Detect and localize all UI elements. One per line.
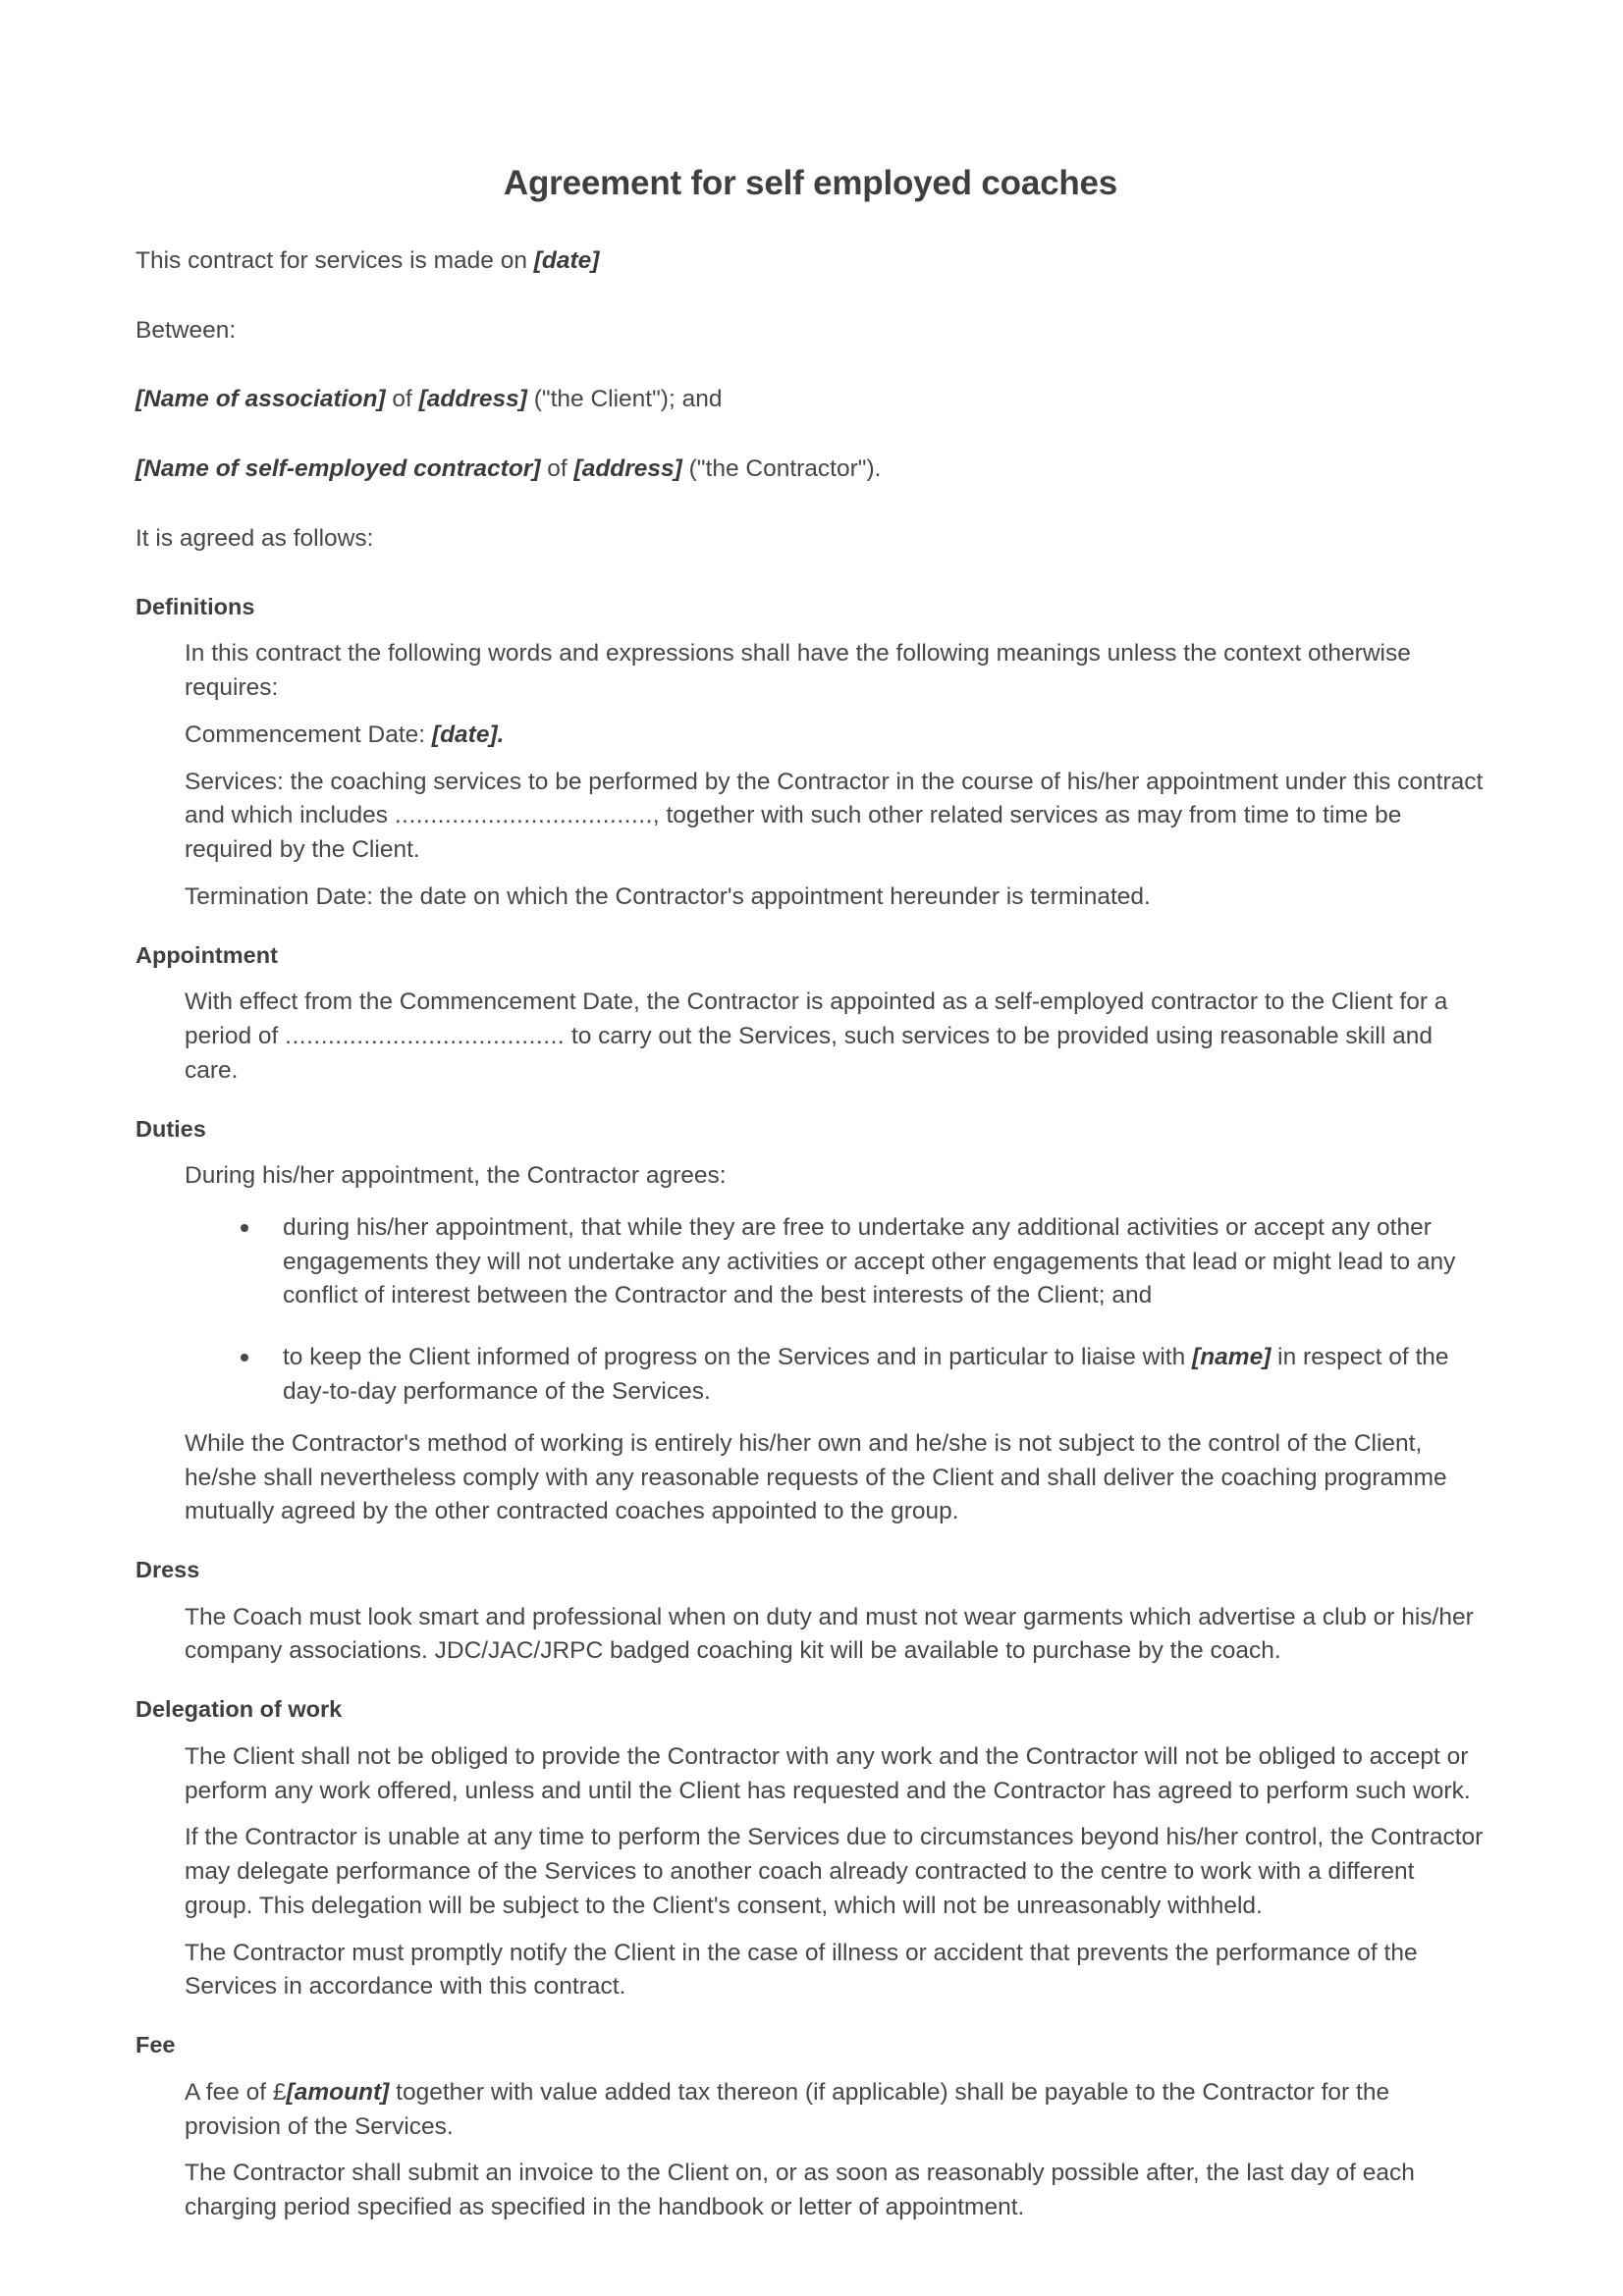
contractor-party-paragraph bbox=[135, 453, 1486, 487]
duties-bullet-2-pre: to keep the Client informed of progress on the Services and in particular to liaise with bbox=[283, 1344, 1193, 1371]
services-definition-pre: Services: the coaching services to be performed by the Contractor in the course of his/her appointment under this contract and which includes bbox=[185, 768, 1484, 829]
termination-date-paragraph: Termination Date: the date on which the Contractor's appointment hereunder is terminated. bbox=[185, 882, 1151, 910]
section-heading-fee: Fee bbox=[135, 2032, 176, 2058]
section-heading-duties: Duties bbox=[135, 1115, 206, 1142]
section-definitions bbox=[135, 592, 1486, 915]
client-party-paragraph bbox=[135, 383, 1486, 417]
dress-paragraph: The Coach must look smart and professional when on duty and must not wear garments which advertise a club or his/her company associations. JDC/JAC/JRPC badged coaching kit will be available to purchase by the coach. bbox=[185, 1603, 1474, 1665]
association-name-placeholder: [Name of association] bbox=[135, 386, 386, 413]
made-on-prefix: This contract for services is made on bbox=[135, 246, 534, 274]
fee-paragraph-1 bbox=[135, 2076, 1486, 2145]
between-label: Between: bbox=[135, 316, 237, 344]
section-heading-definitions: Definitions bbox=[135, 593, 255, 619]
agreed-as-follows-line: It is agreed as follows: bbox=[135, 524, 374, 552]
section-dress bbox=[135, 1555, 1486, 1669]
services-fill-in-blank: .................................... bbox=[394, 802, 653, 829]
appointment-paragraph bbox=[135, 986, 1486, 1088]
section-delegation-of-work bbox=[135, 1694, 1486, 2004]
section-heading-dress: Dress bbox=[135, 1557, 200, 1583]
section-duties bbox=[135, 1114, 1486, 1530]
made-on-paragraph bbox=[135, 244, 1486, 279]
duties-bullet-2-post: in respect of the day-to-day performance of the Services. bbox=[283, 1344, 1449, 1406]
commencement-date-label: Commencement Date: bbox=[185, 721, 432, 748]
definitions-intro-paragraph: In this contract the following words and expressions shall have the following meanings unless the context otherwise requires: bbox=[185, 640, 1411, 701]
delegation-paragraph-2: If the Contractor is unable at any time to perform the Services due to circumstances beyond his/her control, the Contractor may delegate performance of the Services to another coach already contracted to the centre to work with a different group. This delegation will be subject to the Client's consent, which will not be unreasonably withheld. bbox=[185, 1824, 1484, 1919]
amount-placeholder: [amount] bbox=[286, 2078, 390, 2106]
services-definition-post: , together with such other related services as may from time to time be required by the Client. bbox=[185, 802, 1402, 864]
fee-paragraph-2: The Contractor shall submit an invoice to the Client on, or as soon as reasonably possible after, the last day of each charging period specified as specified in the handbook or letter of appointment. bbox=[185, 2160, 1415, 2221]
bullet-dot-icon bbox=[241, 1224, 248, 1232]
fee-post: together with value added tax thereon (if applicable) shall be payable to the Contractor for the provision of the Services. bbox=[185, 2078, 1390, 2140]
delegation-paragraph-1: The Client shall not be obliged to provide the Contractor with any work and the Contractor will not be obliged to accept or perform any work offered, unless and until the Client has requested and the Contractor has agreed to perform such work. bbox=[185, 1742, 1471, 1804]
section-fee bbox=[135, 2030, 1486, 2225]
appointment-fill-in-blank: ....................................... bbox=[285, 1023, 566, 1049]
client-address-placeholder: [address] bbox=[418, 386, 527, 413]
section-heading-appointment: Appointment bbox=[135, 941, 278, 968]
name-placeholder: [name] bbox=[1192, 1344, 1271, 1371]
contractor-name-placeholder: [Name of self-employed contractor] bbox=[135, 455, 541, 483]
client-party-of: of bbox=[385, 386, 419, 413]
list-item bbox=[135, 1211, 1486, 1313]
contractor-party-suffix: ("the Contractor"). bbox=[681, 455, 882, 483]
section-appointment bbox=[135, 940, 1486, 1089]
commencement-date-placeholder: [date]. bbox=[431, 721, 505, 748]
list-item bbox=[135, 1341, 1486, 1410]
duties-closing-paragraph: While the Contractor's method of working is entirely his/her own and he/she is not subject to the control of the Client, he/she shall nevertheless comply with any reasonable requests of the Client and shall deliver the coaching programme mutually agreed by the other contracted coaches appointed to the group. bbox=[185, 1429, 1447, 1525]
date-placeholder: [date] bbox=[533, 246, 600, 274]
contractor-party-of: of bbox=[540, 455, 574, 483]
section-heading-delegation-of-work: Delegation of work bbox=[135, 1696, 343, 1723]
page-title: Agreement for self employed coaches bbox=[503, 164, 1118, 202]
delegation-paragraph-3: The Contractor must promptly notify the Client in the case of illness or accident that prevents the performance of the Services in accordance with this contract. bbox=[185, 1939, 1418, 2001]
bullet-dot-icon bbox=[241, 1354, 248, 1362]
contractor-address-placeholder: [address] bbox=[573, 455, 682, 483]
commencement-date-paragraph bbox=[135, 719, 1486, 753]
duties-bullet-list bbox=[135, 1211, 1486, 1410]
appointment-post: to carry out the Services, such services to be provided using reasonable skill and care. bbox=[185, 1023, 1433, 1084]
duties-intro-paragraph: During his/her appointment, the Contractor agrees: bbox=[185, 1162, 727, 1190]
appointment-pre: With effect from the Commencement Date, the Contractor is appointed as a self-employed contractor to the Client for a period of bbox=[185, 988, 1448, 1049]
fee-pre: A fee of £ bbox=[185, 2078, 287, 2106]
duties-bullet-1-text: during his/her appointment, that while they are free to undertake any additional activities or accept any other engagements they will not undertake any activities or accept other engagements that lead or might lead to any conflict of interest between the Contractor and the best interests of the Client; and bbox=[283, 1213, 1456, 1309]
client-party-suffix: ("the Client"); and bbox=[526, 386, 723, 413]
document-content bbox=[135, 162, 1486, 2251]
services-definition-paragraph bbox=[135, 766, 1486, 868]
